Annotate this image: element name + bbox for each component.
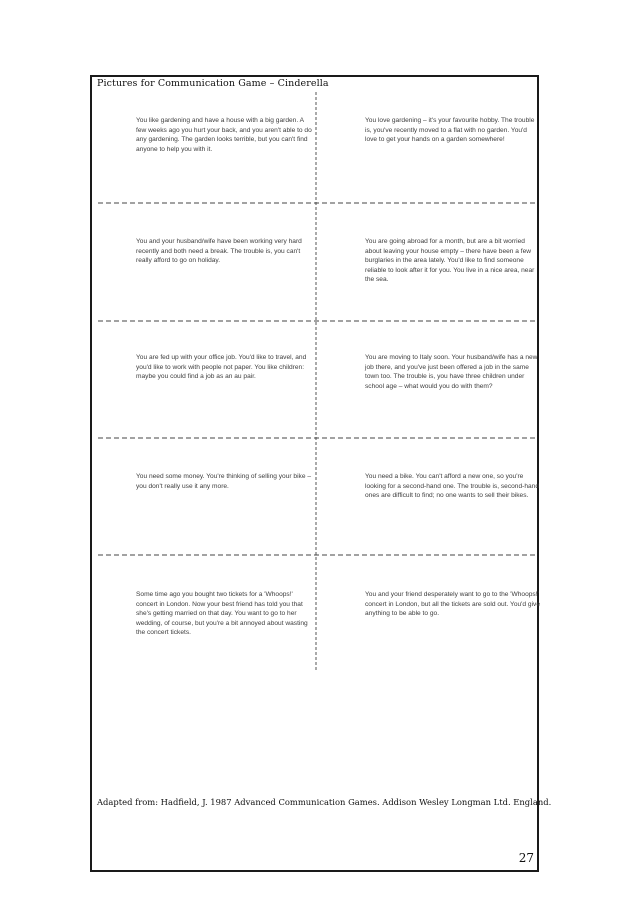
- role-card-left: You and your husband/wife have been working very hard recently and both need a break. The trouble is, you can't really afford to go on holiday.: [136, 238, 302, 265]
- role-card-right: You and your friend desperately want to go to the 'Whoops!' concert in London, but all the tickets are sold out. You'd give anything to be able to go.: [365, 591, 541, 618]
- role-card-left: You need some money. You're thinking of selling your bike – you don't really use it any more.: [136, 473, 312, 490]
- role-card-left: You are fed up with your office job. You'd like to travel, and you'd like to work with people not paper. You like children: maybe you could find a job as an au pair.: [136, 354, 307, 381]
- page-number: 27: [518, 851, 534, 865]
- role-card-right: You love gardening – it's your favourite hobby. The trouble is, you've recently moved to a flat with no garden. You'd love to get your hands on a garden somewhere!: [365, 117, 535, 144]
- role-card-left: Some time ago you bought two tickets for a 'Whoops!' concert in London. Now your best friend has told you that she's getting married on that day. You want to go to her wedding, of course, but you're a bit annoyed about wasting the concert tickets.: [136, 591, 308, 637]
- cards-sheet: [92, 92, 541, 692]
- role-card-right: You need a bike. You can't afford a new one, so you're looking for a second-hand one. The trouble is, second-hand ones are difficult to find; no one wants to sell their bikes.: [365, 473, 539, 500]
- role-card-right: You are moving to Italy soon. Your husband/wife has a new job there, and you've just been offered a job in the same town too. The trouble is, you have three children under school age – what would you do with them?: [365, 354, 538, 390]
- role-card-left: You like gardening and have a house with a big garden. A few weeks ago you hurt your back, and you aren't able to do any gardening. The garden looks terrible, but you can't find anyone to help you with it.: [136, 117, 312, 153]
- source-citation: Adapted from: Hadfield, J. 1987 Advanced Communication Games. Addison Wesley Longman Ltd. England.: [97, 797, 552, 807]
- role-card-right: You are going abroad for a month, but are a bit worried about leaving your house empty – there have been a few burglaries in the area lately. You'd like to find someone reliable to look after it for you. You live in a nice area, near the sea.: [365, 238, 535, 284]
- page-title: Pictures for Communication Game – Cinderella: [97, 78, 329, 89]
